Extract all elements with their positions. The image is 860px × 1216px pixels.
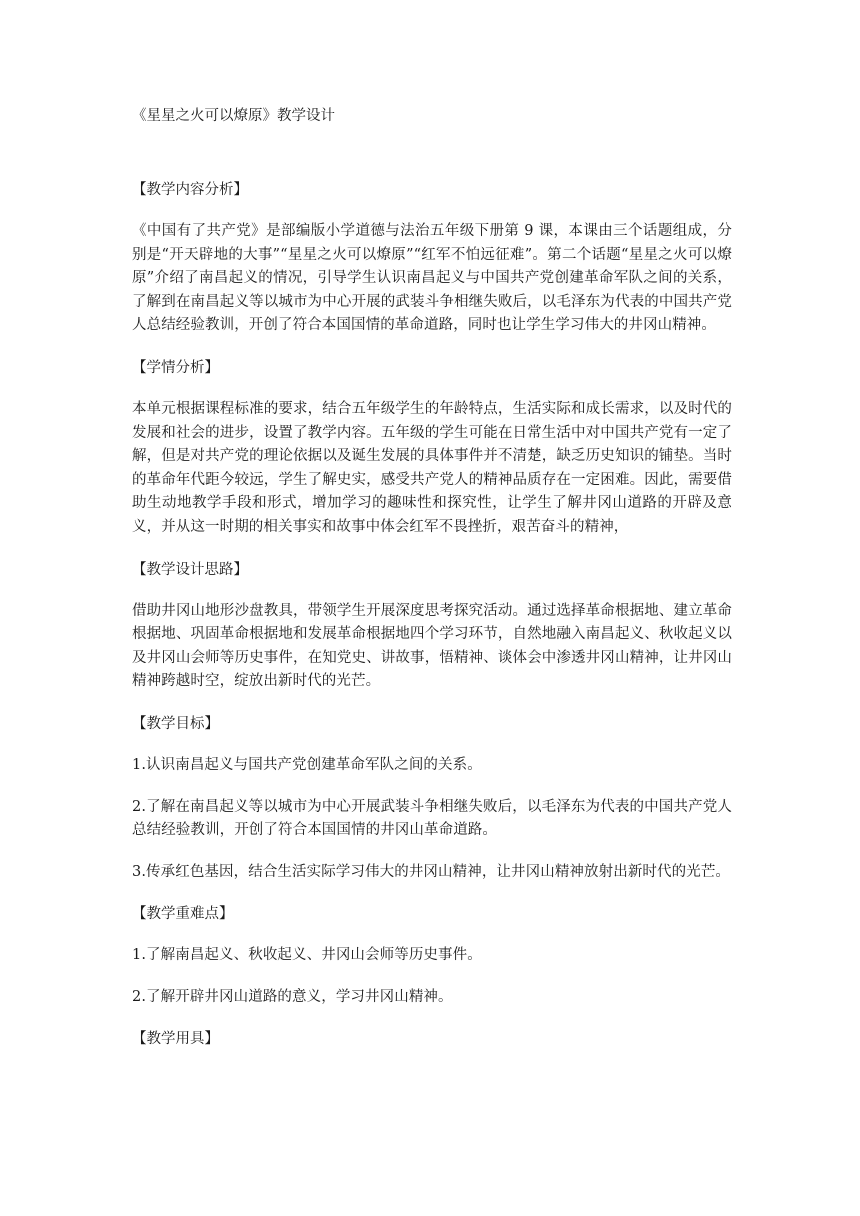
document-body	[132, 104, 732, 1069]
section-heading-student-analysis: 【学情分析】	[132, 359, 219, 376]
objective-item-3: 3.传承红色基因，结合生活实际学习伟大的井冈山精神，让井冈山精神放射出新时代的光芒。	[132, 863, 731, 880]
document-title: 《星星之火可以燎原》教学设计	[132, 108, 335, 124]
objective-item-1: 1.认识南昌起义与国共产党创建革命军队之间的关系。	[132, 756, 482, 773]
section-heading-key-points: 【教学重难点】	[132, 906, 234, 923]
key-point-item-2: 2.了解开辟井冈山道路的意义，学习井冈山精神。	[132, 988, 453, 1005]
paragraph-content-analysis: 《中国有了共产党》是部编版小学道德与法治五年级下册第 9 课，本课由三个话题组成，分别是“开天辟地的大事”“星星之火可以燎原”“红军不怕远征难”。第二个话题“星星之火可以燎原”介绍了南昌起义的情况，引导学生认识南昌起义与中国共产党创建革命军队之间的关系，了解到在南昌起义等以城市为中心开展的武装斗争相继失败后，以毛泽东为代表的中国共产党人总结经验教训，开创了符合本国国情的革命道路，同时也让学生学习伟大的井冈山精神。	[132, 223, 732, 334]
section-heading-design-idea: 【教学设计思路】	[132, 561, 248, 578]
paragraph-student-analysis: 本单元根据课程标准的要求，结合五年级学生的年龄特点，生活实际和成长需求，以及时代的发展和社会的进步，设置了教学内容。五年级的学生可能在日常生活中对中国共产党有一定了解，但是对共产党的理论依据以及诞生发展的具体事件并不清楚，缺乏历史知识的铺垫。当时的革命年代距今较远，学生了解史实，感受共产党人的精神品质存在一定困难。因此，需要借助生动地教学手段和形式，增加学习的趣味性和探究性，让学生了解井冈山道路的开辟及意义，并从这一时期的相关事实和故事中体会红军不畏挫折，艰苦奋斗的精神，	[132, 400, 732, 535]
section-heading-content-analysis: 【教学内容分析】	[132, 182, 248, 198]
section-heading-objectives: 【教学目标】	[132, 715, 219, 732]
objective-item-2: 2.了解在南昌起义等以城市为中心开展武装斗争相继失败后，以毛泽东为代表的中国共产党人总结经验教训，开创了符合本国国情的井冈山革命道路。	[132, 798, 732, 839]
section-heading-teaching-tools: 【教学用具】	[132, 1031, 219, 1048]
key-point-item-1: 1.了解南昌起义、秋收起义、井冈山会师等历史事件。	[132, 947, 482, 964]
paragraph-design-idea: 借助井冈山地形沙盘教具，带领学生开展深度思考探究活动。通过选择革命根据地、建立革命根据地、巩固革命根据地和发展革命根据地四个学习环节，自然地融入南昌起义、秋收起义以及井冈山会师等历史事件，在知党史、讲故事，悟精神、谈体会中渗透井冈山精神，让井冈山精神跨越时空，绽放出新时代的光芒。	[132, 602, 732, 690]
